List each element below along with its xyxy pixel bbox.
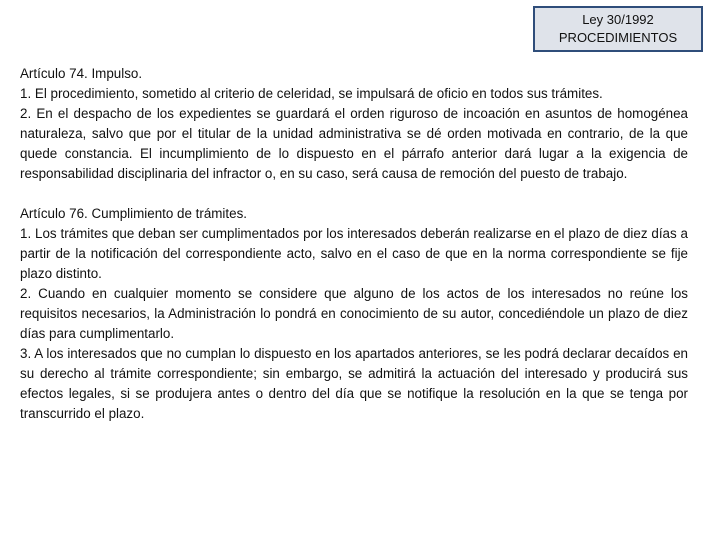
article-76-label: Artículo 76.: [20, 206, 88, 221]
article-76-paragraph-1: 1. Los trámites que deban ser cumplimentados por los interesados deberán realizarse en el plazo de diez días a partir de la notificación del correspondiente acto, salvo en el caso de que en la norma correspondiente se fije plazo distinto.: [20, 226, 688, 281]
article-74-paragraph-1: 1. El procedimiento, sometido al criterio de celeridad, se impulsará de oficio en todos sus trámites.: [20, 86, 603, 101]
article-74-title: Impulso.: [87, 66, 143, 81]
article-76-heading: [20, 204, 688, 224]
article-74-label: Artículo 74.: [20, 66, 88, 81]
law-title-box: [533, 6, 703, 52]
section-spacer: [20, 184, 688, 204]
article-74-paragraph-2: 2. En el despacho de los expedientes se guardará el orden riguroso de incoación en asuntos de homogénea naturaleza, salvo que por el titular de la unidad administrativa se dé orden motivada en contrario, de la que quede constancia. El incumplimiento de lo dispuesto en el párrafo anterior dará lugar a la exigencia de responsabilidad disciplinaria del infractor o, en su caso, será causa de remoción del puesto de trabajo.: [20, 106, 688, 181]
law-title-line2: PROCEDIMIENTOS: [558, 30, 678, 45]
article-76-paragraph-3: 3. A los interesados que no cumplan lo dispuesto en los apartados anteriores, se les podrá declarar decaídos en su derecho al trámite correspondiente; sin embargo, se admitirá la actuación del interesado y producirá sus efectos legales, si se produjera antes o dentro del día que se notifique la resolución en la que se tenga por transcurrido el plazo.: [20, 346, 688, 421]
article-74-heading: [20, 64, 688, 84]
law-title-line1: Ley 30/1992: [582, 12, 654, 27]
article-76-paragraph-2: 2. Cuando en cualquier momento se considere que alguno de los actos de los interesados no reúne los requisitos necesarios, la Administración lo pondrá en conocimiento de su autor, concediéndole un plazo de diez días para cumplimentarlo.: [20, 286, 688, 341]
article-76-title: Cumplimiento de trámites.: [87, 206, 247, 221]
document-body: [20, 64, 688, 424]
